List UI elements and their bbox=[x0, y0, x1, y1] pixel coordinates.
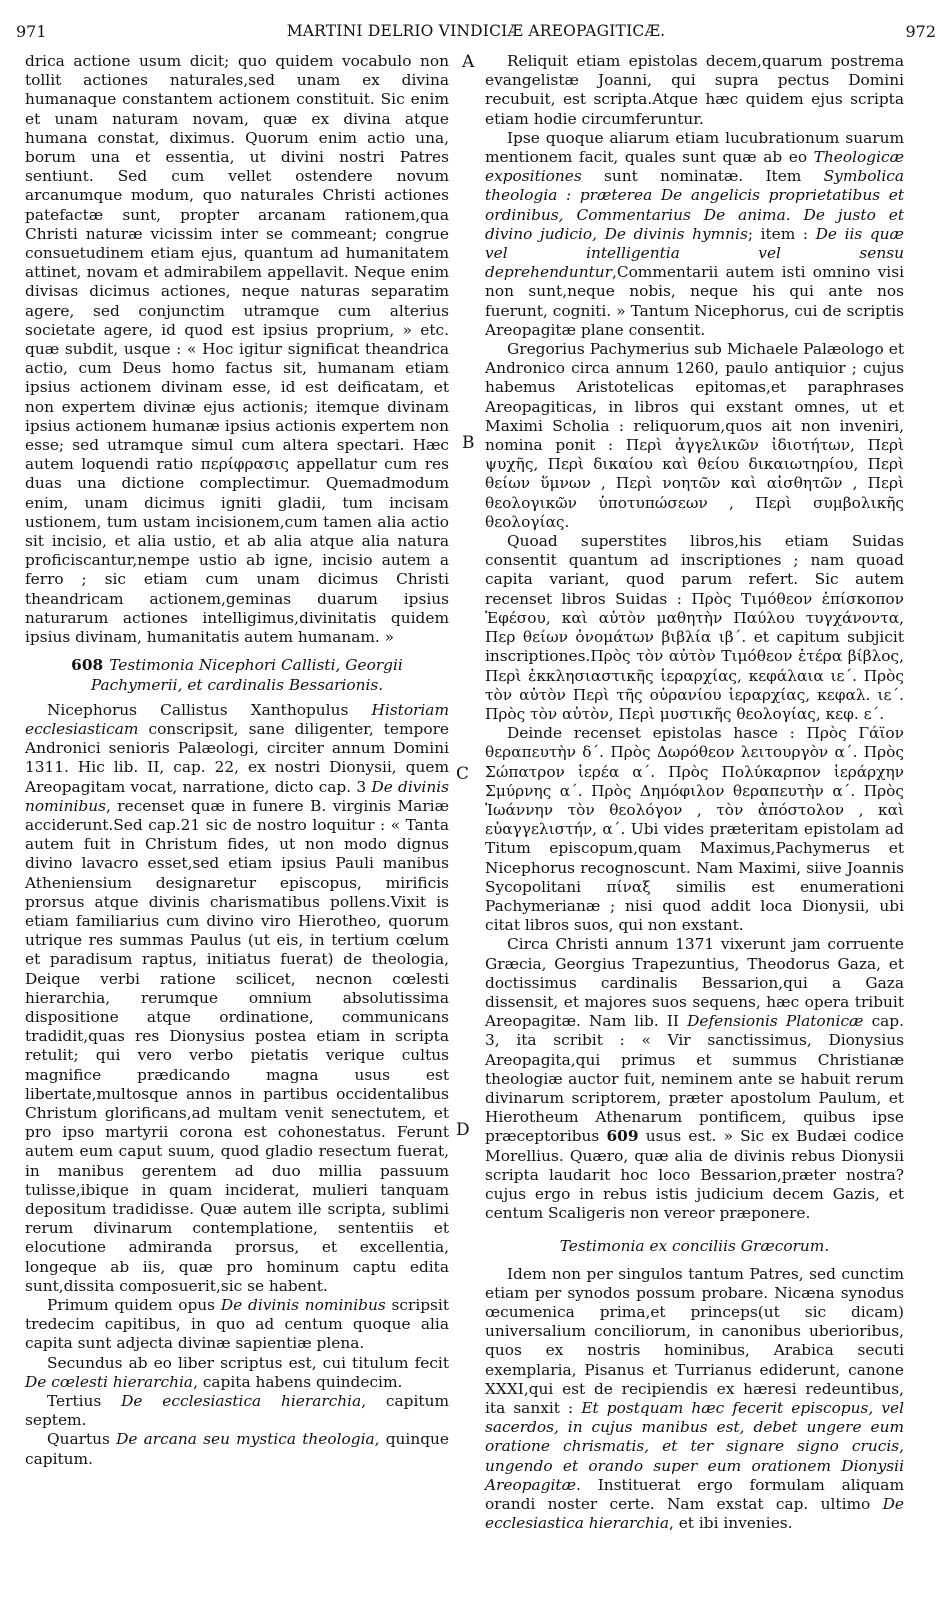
paragraph: Reliquit etiam epistolas decem,quarum postrema evangelistæ Joanni, qui supra pectus Domini recubuit, est scripta.Atque hæc quidem ejus scripta etiam hodie circumferuntur. bbox=[485, 52, 904, 128]
paragraph: Quoad superstites libros,his etiam Suidas consentit quantum ad inscriptiones ; nam quoad capita variant, quod parum refert. Sic autem recenset libros Suidas : Πρὸς Τιμόθεον ἐπίσκοπον Ἐφέσου, καὶ αὐτὸν μαθητὴν Παύλου τυγχάνοντα, Περ θείων ὀνομάτων βιβλία ιβ΄. et capitum subjicit inscriptiones.Πρὸς τὸν αὐτὸν Τιμόθεον ἑτέρα βίβλος, Περὶ ἐκκλησιαστικῆς ἱεραρχίας, κεφάλαια ιε΄. Πρὸς τὸν αὐτὸν Περὶ τῆς οὐρανίου ἱεραρχίας, κεφαλ. ιε΄. Πρὸς τὸν αὐτὸν, Περὶ μυστικῆς θεολογίας, κεφ. ε΄. bbox=[485, 532, 904, 723]
paragraph: Gregorius Pachymerius sub Michaele Palæologo et Andronico circa annum 1260, paulo antiquior ; cujus habemus Aristotelicas epitomas,et paraphrases Areopagiticas, in libros qui exstant omnes, ut et Maximi Scholia : reliquorum,quos ait non inveniri, nomina ponit : Περὶ ἀγγελικῶν ἰδιοτήτων, Περὶ ψυχῆς, Περὶ δικαίου καὶ θείου δικαιωτηρίου, Περὶ θείων ὕμνων , Περὶ νοητῶν καὶ αἰσθητῶν , Περὶ θεολογικῶν ὑποτυπώσεων , Περὶ συμβολικῆς θεολογίας. bbox=[485, 340, 904, 531]
paragraph: Deinde recenset epistolas hasce : Πρὸς Γάϊον θεραπευτὴν δ΄. Πρὸς Δωρόθεον λειτουργὸν α΄. Πρὸς Σώπατρον ἱερέα α΄. Πρὸς Πολύκαρπον ἱεράρχην Σμύρνης α΄. Πρὸς Δημόφιλον θεραπευτὴν α΄. Πρὸς Ἰωάννην τὸν θεολόγον , τὸν ἀπόστολον , καὶ εὐαγγελιστήν, α΄. Ubi vides præteritam epistolam ad Titum episcopum,quam Maximus,Pachymerus et Nicephorus recognoscunt. Nam Maximi, siive Joannis Sycopolitani πίναξ similis est enumerationi Pachymerianæ ; nisi quod addit loca Dionysii, ubi citat libros suos, qui non exstant. bbox=[485, 724, 904, 935]
margin-letter-a: A bbox=[462, 52, 475, 72]
margin-letter-d: D bbox=[456, 1120, 470, 1140]
paragraph: Idem non per singulos tantum Patres, sed cunctim etiam per synodos possum probare. Nicæna synodus œcumenica prima,et princeps(ut sic dicam) universalium conciliorum, in canonibus uberioribus, quos ex nostris hominibus, Arabica secuti exemplaria, Pisanus et Turrianus ediderunt, canone XXXI,qui est de recipiendis ex hæresi redeuntibus, ita sanxit : Et postquam hæc fecerit episcopus, vel sacerdos, in cujus manibus est, debet ungere eum oratione chrismatis, et ter signare signo crucis, ungendo et orando super eum orationem Dionysii Areopagitæ. Instituerat ergo formulam aliquam orandi noster certe. Nam exstat cap. ultimo De ecclesiastica hierarchia, et ibi invenies. bbox=[485, 1264, 905, 1533]
page-number-left: 971 bbox=[16, 22, 47, 41]
running-title: MARTINI DELRIO VINDICIÆ AREOPAGITICÆ. bbox=[286, 22, 666, 40]
section-heading-608 bbox=[25, 656, 449, 694]
paragraph: Secundus ab eo liber scriptus est, cui titulum fecit De cœlesti hierarchia, capita habens quindecim. bbox=[25, 1353, 449, 1391]
paragraph: Nicephorus Callistus Xanthopulus Historiam ecclesiasticam conscripsit, sane diligenter, tempore Andronici senioris Palæologi, circiter annum Domini 1311. Hic lib. II, cap. 22, ex nostri Dionysii, quem Areopagitam vocat, narratione, dicto cap. 3 De divinis nominibus, recenset quæ in funere B. virginis Mariæ acciderunt.Sed cap.21 sic de nostro loquitur : « Tanta autem fuit in Christum fides, ut non modo dignus divino lavacro esset,sed etiam ipsius Pauli manibus Atheniensium designaretur episcopus, mirificis prorsus atque divinis charismatibus pollens.Vixit is etiam familiarius cum divino viro Hierotheo, quorum utrique res summas Paulus (ut eis, in tertium cœlum et paradisum raptus, initiatus fuerat) de theologia, Deique verbi ratione scilicet, necnon cœlesti hierarchia, rerumque omnium absolutissima dispositione atque ordinatione, communicans tradidit,quas res Dionysius postea etiam in scripta retulit; qui vero verbo pietatis verique cultus magnifice prædicando magna usus est libertate,multosque annos in partibus occidentalibus Christum glorificans,ad multam venit senectutem, et pro ipso martyrii corona est cohonestatus. Ferunt autem eum caput suum, quod gladio resectum fuerat, in manibus gerentem ad duo millia passuum tulisse,ibique in quam inciderat, mulieri tanquam depositum tradidisse. Quæ autem ille scripta, sublimi rerum divinarum contemplatione, sententiis et elocutione admiranda prorsus, et excellentia, longeque ab iis, quæ pro hominum captu edita sunt,dissita composuerit,sic se habent. bbox=[25, 700, 449, 1295]
paragraph: Circa Christi annum 1371 vixerunt jam corruente Græcia, Georgius Trapezuntius, Theodorus Gaza, et doctissimus cardinalis Bessarion,qui a Gaza dissensit, et majores suos sequens, hæc opera tribuit Areopagitæ. Nam lib. II Defensionis Platonicæ cap. 3, ita scribit : « Vir sanctissimus, Dionysius Areopagita,qui primus et summus Christianæ theologiæ auctor fuit, neminem ante se habuit rerum divinarum scriptorem, præter apostolum Paulum, et Hierotheum Athenarum pontificem, quibus ipse præceptoribus 609 usus est. » Sic ex Budæi codice Morellius. Quæro, quæ alia de divinis rebus Dionysii scripta laudarit hoc loco Bessarion,præter nostra? cujus ergo in rebus istis judicium decem Gazis, et centum Scaligeris non vereor præponere. bbox=[485, 935, 905, 1223]
section-title: Testimonia Nicephori Callisti, Georgii Pachymerii, et cardinalis Bessarionis. bbox=[90, 656, 403, 694]
section-heading-conciliis: Testimonia ex conciliis Græcorum. bbox=[559, 1237, 830, 1256]
left-column bbox=[25, 52, 449, 1469]
right-column bbox=[485, 52, 904, 1533]
paragraph: Tertius De ecclesiastica hierarchia, capitum septem. bbox=[25, 1392, 449, 1430]
paragraph: Ipse quoque aliarum etiam lucubrationum suarum mentionem facit, quales sunt quæ ab eo Theologicæ expositiones sunt nominatæ. Item Symbolica theologia : præterea De angelicis proprietatibus et ordinibus, Commentarius De anima. De justo et divino judicio, De divinis hymnis; item : De iis quæ vel intelligentia vel sensu deprehenduntur,Commentarii autem isti omnino visi non sunt,neque nobis, neque his qui ante nos fuerunt, cogniti. » Tantum Nicephorus, cui de scriptis Areopagitæ plane consentit. bbox=[485, 128, 904, 339]
margin-letter-b: B bbox=[462, 433, 475, 453]
paragraph: Quartus De arcana seu mystica theologia, quinque capitum. bbox=[25, 1430, 449, 1468]
margin-letter-c: C bbox=[456, 764, 470, 784]
paragraph: drica actione usum dicit; quo quidem vocabulo non tollit actiones naturales,sed unam ex divina humanaque constantem actionem constituit. Sic enim et unam naturam novam, quæ ex divina atque humana constat, diximus. Quorum enim actio una, borum una et essentia, ut divini nostri Patres sentiunt. Sed cum vellet ostendere novum arcanumque modum, quo naturales Christi actiones patefactæ sunt, propter arcanam rationem,qua Christi naturæ vicissim inter se commeant; congrue consuetudinem etiam ejus, quantum ad humanitatem attinet, novam et admirabilem appellavit. Neque enim divisas dicimus actiones, neque naturas separatim agere, sed conjunctim utramque cum alterius societate agere, id quod est ipsius proprium, » etc. quæ subdit, usque : « Hoc igitur significat theandrica actio, cum Deus homo factus sit, humanam etiam ipsius actionem divinam esse, id est deificatam, et non expertem divinæ ejus actionis; itemque divinam ipsius actionem humanæ ipsius actionis expertem non esse; sed utramque simul cum altera spectari. Hæc autem loquendi ratio περίφρασις appellatur cum res duas una dictione complectimur. Quemadmodum enim, unam dicimus igniti gladii, tum incisam ustionem, tum ustam incisionem,cum tamen alia actio sit incisio, et alia ustio, et ab alia atque alia natura proficiscantur,nempe ustio ab igne, incisio autem a ferro ; sic etiam cum unam dicimus Christi theandricam actionem,geminas duarum ipsius naturarum actiones intelligimus,divinitatis quidem ipsius divinam, humanitatis autem humanam. » bbox=[25, 52, 449, 647]
page-header bbox=[16, 22, 936, 44]
page-number-right: 972 bbox=[905, 22, 936, 41]
paragraph: Primum quidem opus De divinis nominibus scripsit tredecim capitibus, in quo ad centum quoque alia capita sunt adjecta divinæ sapientiæ plena. bbox=[25, 1296, 449, 1353]
section-number: 608 bbox=[71, 656, 104, 675]
